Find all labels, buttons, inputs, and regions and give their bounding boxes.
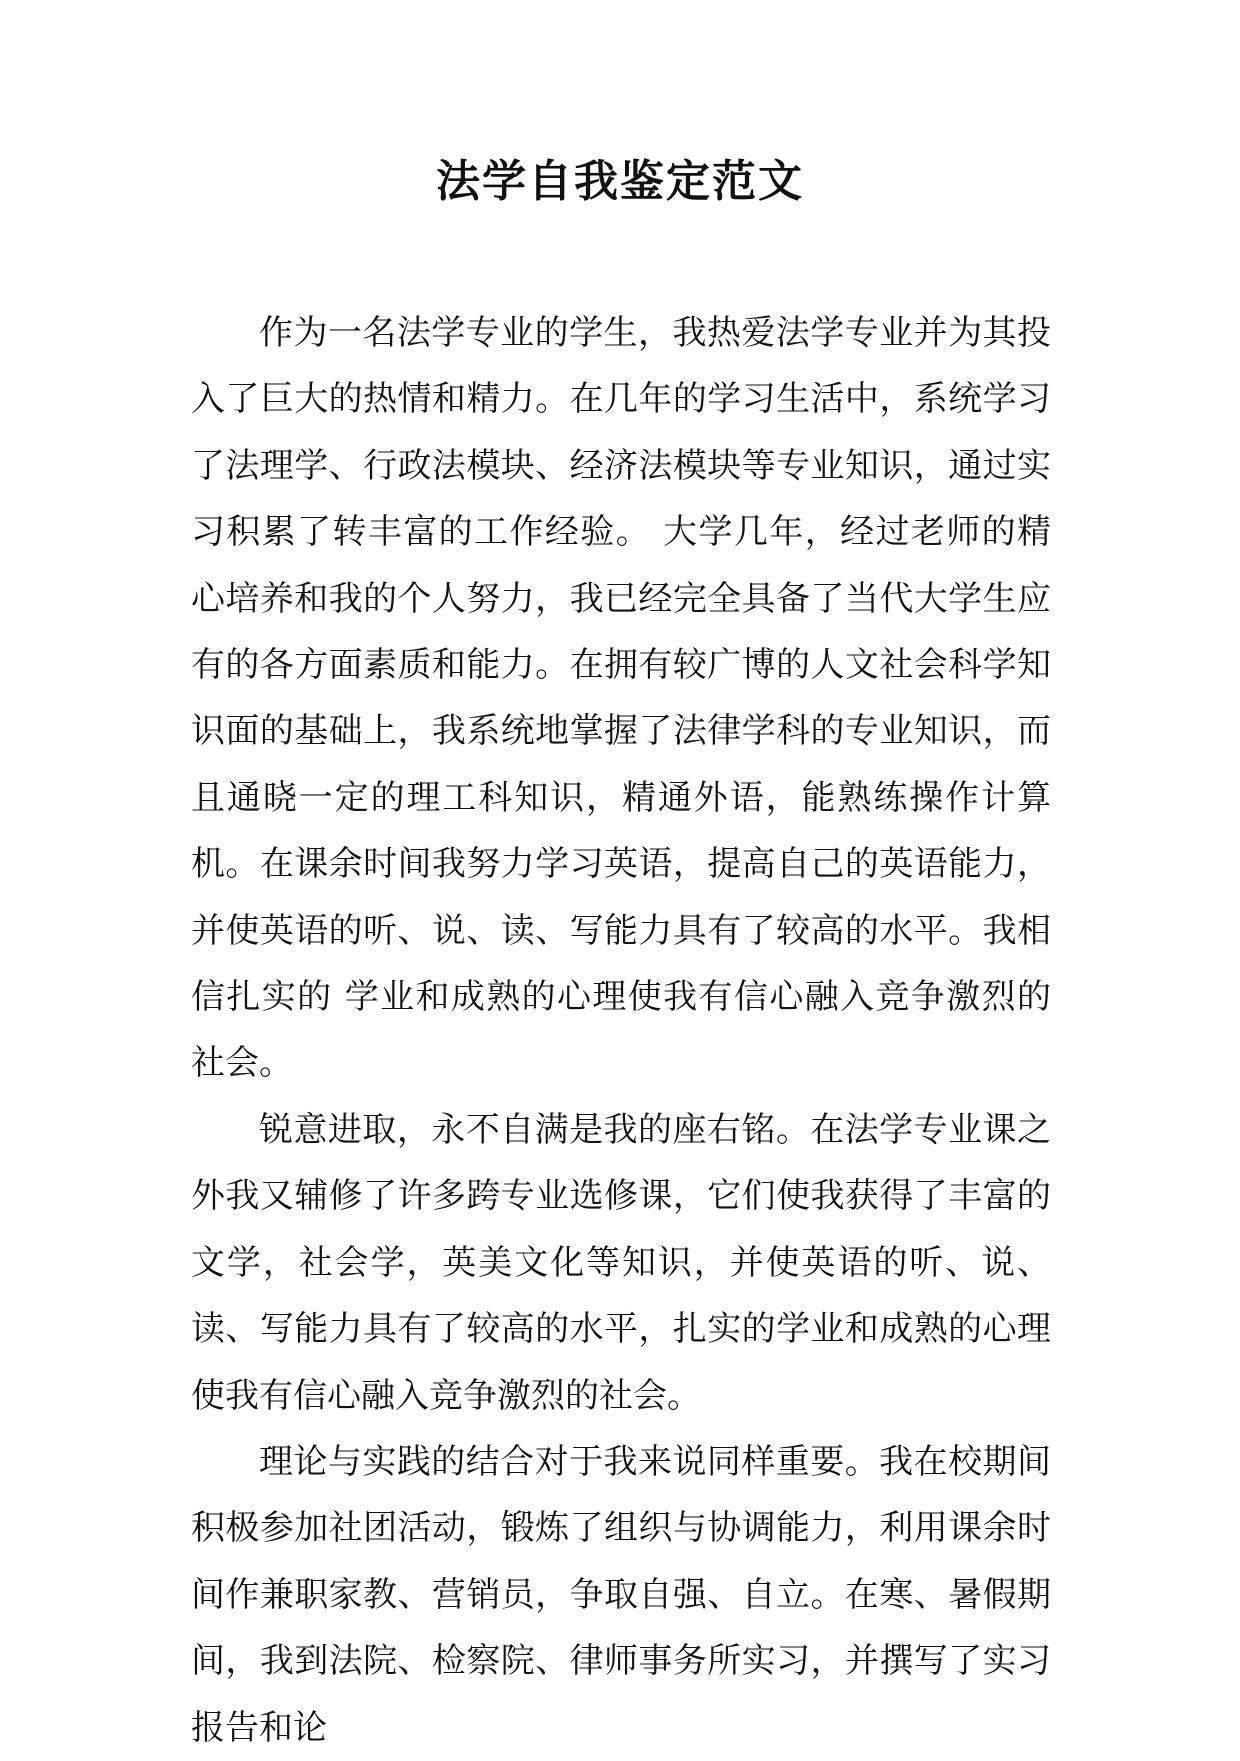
document-body [191,300,1051,1761]
paragraph-3: 理论与实践的结合对于我来说同样重要。我在校期间积极参加社团活动，锻炼了组织与协调能力，利用课余时间作兼职家教、营销员，争取自强、自立。在寒、暑假期间，我到法院、检察院、律师事务所实习，并撰写了实习报告和论 [191,1441,1051,1748]
paragraph-1: 作为一名法学专业的学生，我热爱法学专业并为其投入了巨大的热情和精力。在几年的学习生活中，系统学习了法理学、行政法模块、经济法模块等专业知识，通过实习积累了转丰富的工作经验。 大学几年，经过老师的精心培养和我的个人努力，我已经完全具备了当代大学生应有的各方面素质和能力。在拥有较广博的人文社会科学知识面的基础上，我系统地掌握了法律学科的专业知识，而且通晓一定的理工科知识，精通外语，能熟练操作计算机。在课余时间我努力学习英语，提高自己的英语能力，并使英语的听、说、读、写能力具有了较高的水平。我相信扎实的 学业和成熟的心理使我有信心融入竞争激烈的社会。 [191,313,1051,1084]
paragraph-2: 锐意进取，永不自满是我的座右铭。在法学专业课之外我又辅修了许多跨专业选修课，它们使我获得了丰富的文学，社会学，英美文化等知识，并使英语的听、说、读、写能力具有了较高的水平，扎实的学业和成熟的心理使我有信心融入竞争激烈的社会。 [191,1109,1051,1416]
document-title: 法学自我鉴定范文 [436,156,804,207]
